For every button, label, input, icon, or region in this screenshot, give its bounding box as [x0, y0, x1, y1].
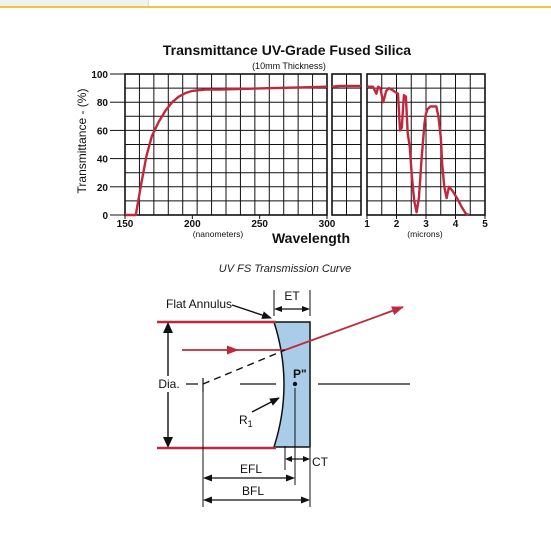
chart-y-tick-label: 20 [96, 182, 108, 194]
principal-point-label: P" [293, 367, 307, 381]
ct-label: CT [312, 455, 328, 469]
chart-x-tick-label: 4 [452, 219, 459, 230]
chart-x-tick-label: 3 [423, 219, 429, 230]
efl-arrow-right [286, 475, 295, 482]
chart-x-axis-label: Wavelength [271, 230, 351, 246]
diameter-arrow-top [163, 322, 173, 333]
ct-arrow-right [303, 456, 310, 462]
diameter-arrow-bottom [163, 437, 173, 448]
chart-y-ticks [91, 70, 125, 222]
et-arrow-right [302, 306, 310, 312]
principal-point [293, 382, 297, 386]
chart-y-tick-label: 0 [102, 211, 108, 222]
chart-panel-3 [364, 74, 488, 239]
efl-arrow-left [203, 475, 212, 482]
chart-series-line [367, 87, 469, 215]
chart-x-tick-label: 150 [116, 219, 134, 230]
chart-y-tick-label: 80 [96, 98, 108, 110]
bfl-arrow-left [203, 497, 212, 504]
chart-x-tick-label: 2 [393, 219, 400, 230]
bfl-arrow-right [301, 497, 310, 504]
chart-x-tick-label: 300 [318, 219, 336, 230]
efl-label: EFL [239, 462, 263, 476]
chart-x-tick-label: 1 [364, 219, 370, 230]
lens-body [274, 322, 310, 447]
flat-annulus-pointer [232, 305, 271, 318]
virtual-ray-extension [203, 350, 285, 384]
r1-label: $R_1$ [239, 413, 253, 429]
chart-title: Transmittance UV-Grade Fused Silica [162, 42, 412, 58]
lens-diagram [152, 289, 410, 507]
chart-x-tick-label: 250 [251, 219, 269, 230]
chart-x-unit-label: (nanometers) [192, 229, 244, 239]
chart-series-line [332, 86, 361, 87]
transmittance-chart [75, 42, 488, 246]
chart-subtitle: (10mm Thickness) [252, 61, 326, 71]
chart-y-tick-label: 100 [91, 70, 108, 81]
et-arrow-left [274, 306, 282, 312]
chart-y-tick-label: 40 [96, 154, 108, 166]
chart-grid [125, 74, 327, 215]
flat-annulus-label: Flat Annulus [166, 297, 233, 311]
r1-pointer [252, 398, 279, 412]
ct-arrow-left [285, 456, 292, 462]
diameter-label: Dia. [158, 377, 180, 391]
figure-caption: UV FS Transmission Curve [218, 263, 352, 275]
chart-panels [117, 74, 489, 239]
chart-x-unit-label: (microns) [407, 229, 443, 239]
chart-x-tick-label: 5 [482, 219, 488, 230]
et-label: ET [284, 289, 300, 303]
chart-grid [332, 74, 361, 215]
chart-panel-1 [117, 74, 336, 239]
chart-x-tick-label: 200 [183, 219, 201, 230]
chart-panel-2 [332, 74, 361, 215]
chart-y-axis-label: Transmittance - (%) [75, 88, 89, 194]
chart-y-tick-label: 60 [96, 126, 108, 138]
bfl-label: BFL [241, 484, 265, 498]
